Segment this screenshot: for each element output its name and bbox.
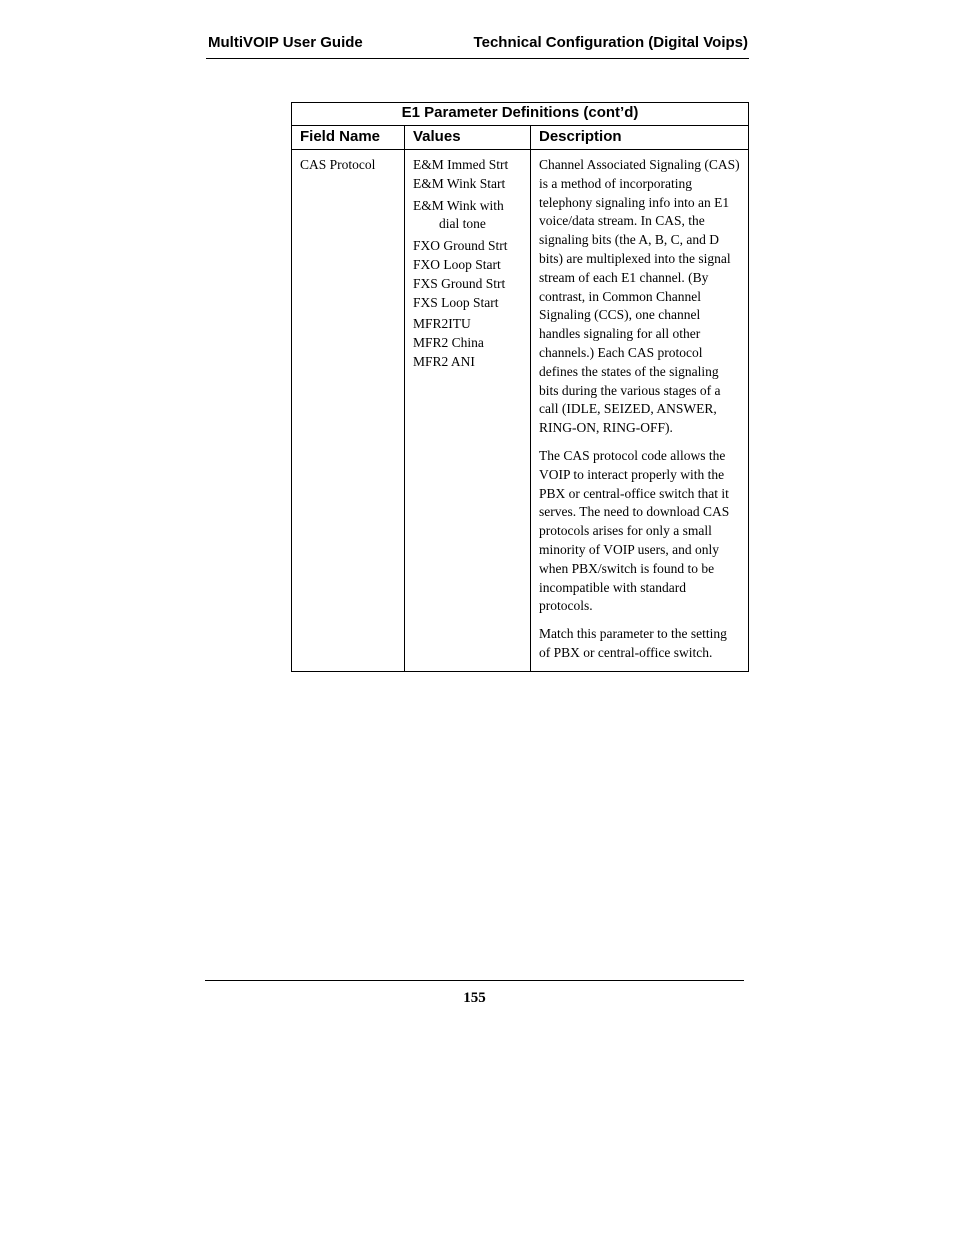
value-item: FXO Loop Start [413, 256, 501, 272]
table-row [292, 150, 749, 672]
values-cell [405, 150, 531, 672]
page-header [206, 32, 749, 59]
value-item: MFR2ITU [413, 316, 471, 332]
page-number: 155 [463, 990, 486, 1006]
e1-parameter-table [291, 102, 749, 672]
column-header-field-name: Field Name [292, 126, 405, 150]
column-header-values: Values [405, 126, 531, 150]
footer-divider [205, 980, 744, 981]
table-title-row [292, 103, 749, 126]
column-header-description: Description [531, 126, 749, 150]
description-paragraph: The CAS protocol code allows the VOIP to interact properly with the PBX or central-office switch that it serves. The need to download CAS protocols arises for only a small minority of VOIP users, and only when PBX/switch is found to be incompatible with standard protocols. [539, 447, 730, 614]
value-item: FXS Ground Strt [413, 275, 506, 291]
table-header-row [292, 126, 749, 150]
table-title: E1 Parameter Definitions (cont’d) [292, 103, 749, 126]
header-section-title: Technical Configuration (Digital Voips) [473, 34, 748, 51]
value-item: FXO Ground Strt [413, 238, 508, 254]
description-paragraph: Match this parameter to the setting of PBX or central-office switch. [539, 626, 727, 660]
value-item: MFR2 China [413, 335, 484, 351]
header-guide-title: MultiVOIP User Guide [208, 34, 363, 51]
value-item: E&M Wink Start [413, 175, 506, 191]
description-paragraph: Channel Associated Signaling (CAS) is a method of incorporating telephony signaling info into an E1 voice/data stream. In CAS, the signaling bits (the A, B, C, and D bits) are multiplexed into the signal stream of each E1 channel. (By contrast, in Common Channel Signaling (CCS), one channel handles signaling for all other channels.) Each CAS protocol defines the states of the signaling bits during the various stages of a call (IDLE, SEIZED, ANSWER, RING-ON, RING-OFF). [539, 157, 740, 436]
value-item: FXS Loop Start [413, 294, 499, 310]
description-cell [531, 150, 749, 672]
value-item: MFR2 ANI [413, 353, 475, 369]
field-name-cell: CAS Protocol [292, 150, 405, 672]
value-item: E&M Wink with [413, 197, 504, 213]
value-item: E&M Immed Strt [413, 157, 509, 172]
value-item-continuation: dial tone [439, 216, 486, 232]
